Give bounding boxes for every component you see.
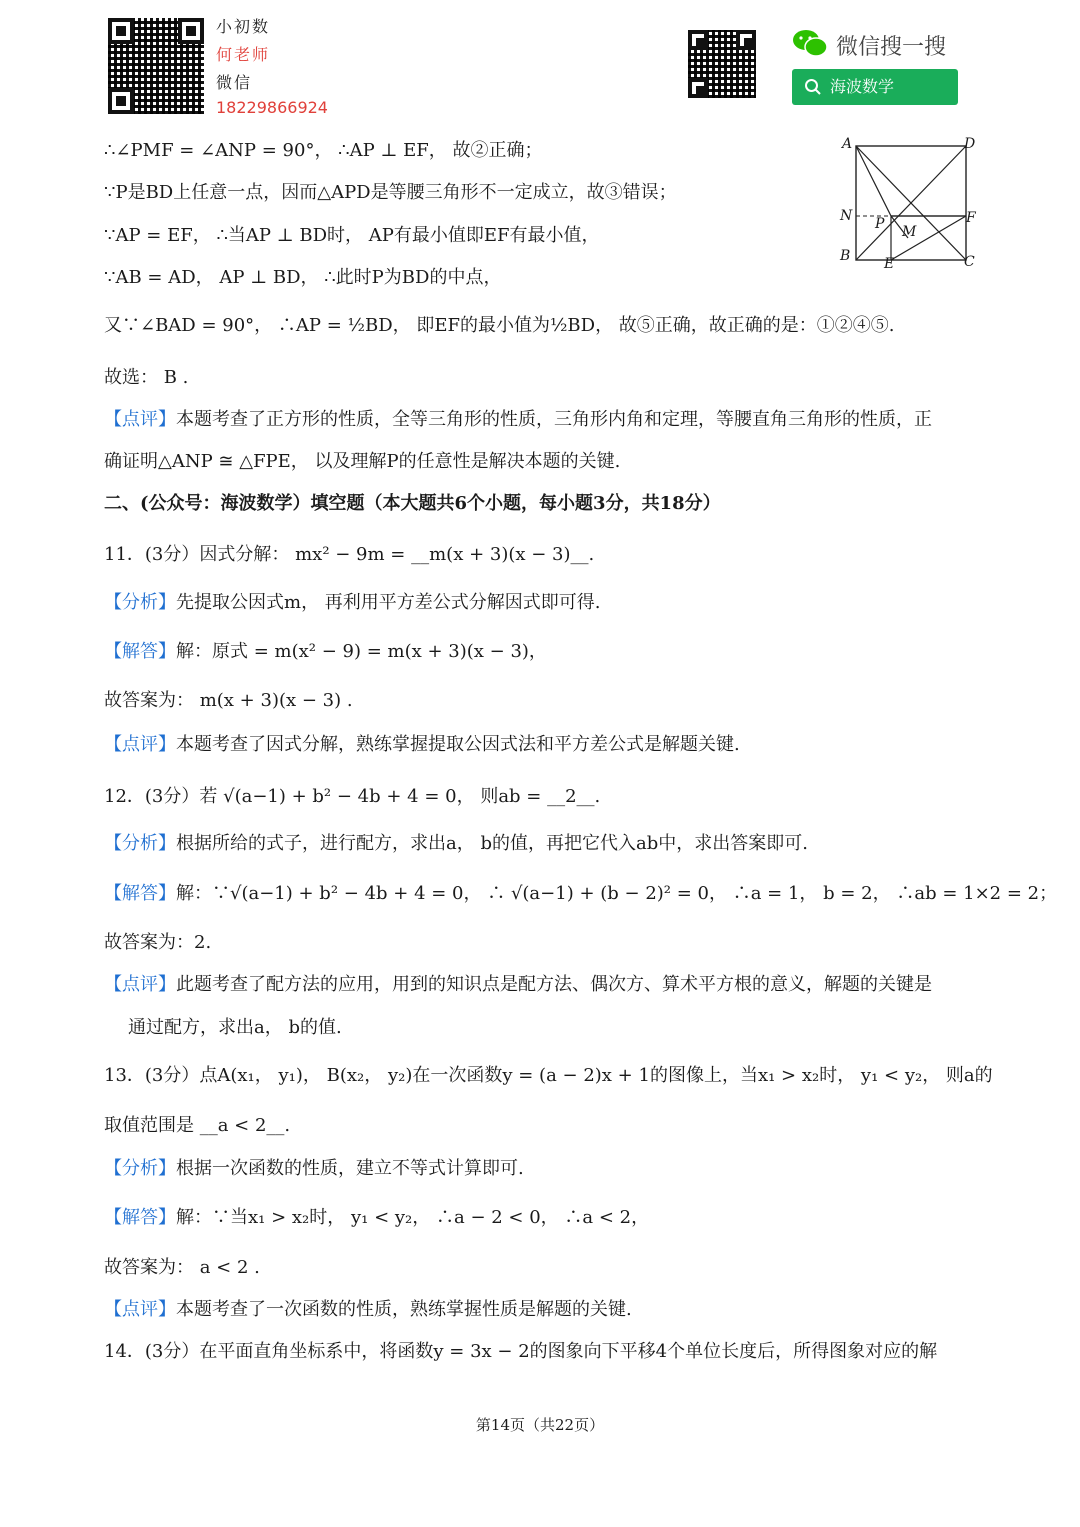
figure-label-f: F (966, 210, 976, 226)
section-tag: 【点评】 (104, 409, 176, 430)
section-tag: 【点评】 (104, 974, 176, 995)
text-line: 确证明△ANP ≅ △FPE， 以及理解P的任意性是解决本题的关键. (104, 451, 621, 472)
question-12: 12．(3分）若 √(a−1) + b² − 4b + 4 = 0， 则ab = __2__. (104, 786, 601, 807)
figure-label-c: C (964, 254, 975, 270)
text-line: 又∵∠BAD = 90°， ∴AP = ½BD， 即EF的最小值为½BD， 故⑤正确，故正确的是：①②④⑤. (104, 315, 895, 336)
figure-label-a: A (842, 136, 853, 152)
figure-label-p: P (875, 216, 885, 232)
figure-label-d: D (964, 136, 976, 152)
question-14: 14．(3分）在平面直角坐标系中，将函数y = 3x − 2的图象向下平移4个单位长度后，所得图象对应的解 (104, 1341, 938, 1362)
question-11: 11．(3分）因式分解： mx² − 9m = __m(x + 3)(x − 3)__. (104, 544, 595, 565)
analysis-line: 【分析】根据所给的式子，进行配方，求出a， b的值，再把它代入ab中，求出答案即可. (104, 833, 808, 854)
answer-line: 【解答】解：∵√(a−1) + b² − 4b + 4 = 0， ∴ √(a−1) + (b − 2)² = 0， ∴a = 1， b = 2， ∴ab = 1×2 = 2； (104, 883, 1058, 904)
analysis-line: 【分析】根据一次函数的性质，建立不等式计算即可. (104, 1158, 524, 1179)
section-tag: 【分析】 (104, 833, 176, 854)
figure-label-b: B (840, 248, 851, 264)
text-line: 取值范围是 __a < 2__. (104, 1115, 291, 1136)
search-icon (804, 78, 822, 96)
section-tag: 【分析】 (104, 1158, 176, 1179)
qr-caption-line-4: 18229866924 (216, 98, 328, 117)
comment-line: 【点评】本题考查了正方形的性质，全等三角形的性质，三角形内角和定理，等腰直角三角形的性质，正 (104, 409, 932, 430)
qr-caption-line-1: 小初数 (216, 17, 271, 36)
section-tag: 【分析】 (104, 592, 176, 613)
figure-label-e: E (884, 256, 895, 272)
text-line: 故选： B . (104, 367, 189, 388)
text-line: ∴∠PMF = ∠ANP = 90°， ∴AP ⊥ EF， 故②正确； (104, 140, 543, 161)
section-tag: 【点评】 (104, 1299, 176, 1320)
wechat-search-label: 海波数学 (830, 77, 895, 96)
figure-label-n: N (840, 208, 853, 224)
text-line: 通过配方，求出a， b的值. (128, 1017, 342, 1038)
comment-line: 【点评】本题考查了因式分解，熟练掌握提取公因式法和平方差公式是解题关键. (104, 734, 740, 755)
section-heading: 二、(公众号：海波数学）填空题（本大题共6个小题，每小题3分，共18分） (104, 493, 721, 514)
comment-line: 【点评】此题考查了配方法的应用，用到的知识点是配方法、偶次方、算术平方根的意义，解题的关键是 (104, 974, 932, 995)
section-tag: 【解答】 (104, 1207, 176, 1228)
page-footer: 第14页（共22页） (475, 1416, 605, 1434)
section-tag: 【解答】 (104, 883, 176, 904)
answer-line: 【解答】解：∵当x₁ > x₂时， y₁ < y₂， ∴a − 2 < 0， ∴a < 2， (104, 1207, 650, 1228)
text-line: 故答案为： a < 2 . (104, 1257, 260, 1278)
analysis-line: 【分析】先提取公因式m， 再利用平方差公式分解因式即可得. (104, 592, 601, 613)
qr-code-wechat (688, 30, 756, 98)
wechat-search-title: 微信搜一搜 (836, 35, 947, 60)
question-13: 13．(3分）点A(x₁， y₁)， B(x₂， y₂)在一次函数y = (a − 2)x + 1的图像上，当x₁ > x₂时， y₁ < y₂， 则a的 (104, 1065, 993, 1086)
text-line: 故答案为：2. (104, 932, 212, 953)
text-line: ∵AB = AD， AP ⊥ BD， ∴此时P为BD的中点， (104, 267, 502, 288)
wechat-logo-icon (792, 28, 828, 58)
qr-caption-line-2: 何老师 (216, 45, 271, 64)
text-line: ∵AP = EF， ∴当AP ⊥ BD时， AP有最小值即EF有最小值， (104, 225, 600, 246)
section-tag: 【解答】 (104, 641, 176, 662)
qr-caption-line-3: 微信 (216, 73, 253, 92)
figure-label-m: M (902, 224, 917, 240)
comment-line: 【点评】本题考查了一次函数的性质，熟练掌握性质是解题的关键. (104, 1299, 632, 1320)
text-line: ∵P是BD上任意一点，因而△APD是等腰三角形不一定成立，故③错误； (104, 182, 677, 203)
text-line: 故答案为： m(x + 3)(x − 3) . (104, 690, 353, 711)
qr-code-teacher (108, 18, 204, 114)
section-tag: 【点评】 (104, 734, 176, 755)
wechat-search-button[interactable] (792, 69, 958, 105)
answer-line: 【解答】解：原式 = m(x² − 9) = m(x + 3)(x − 3)， (104, 641, 547, 662)
